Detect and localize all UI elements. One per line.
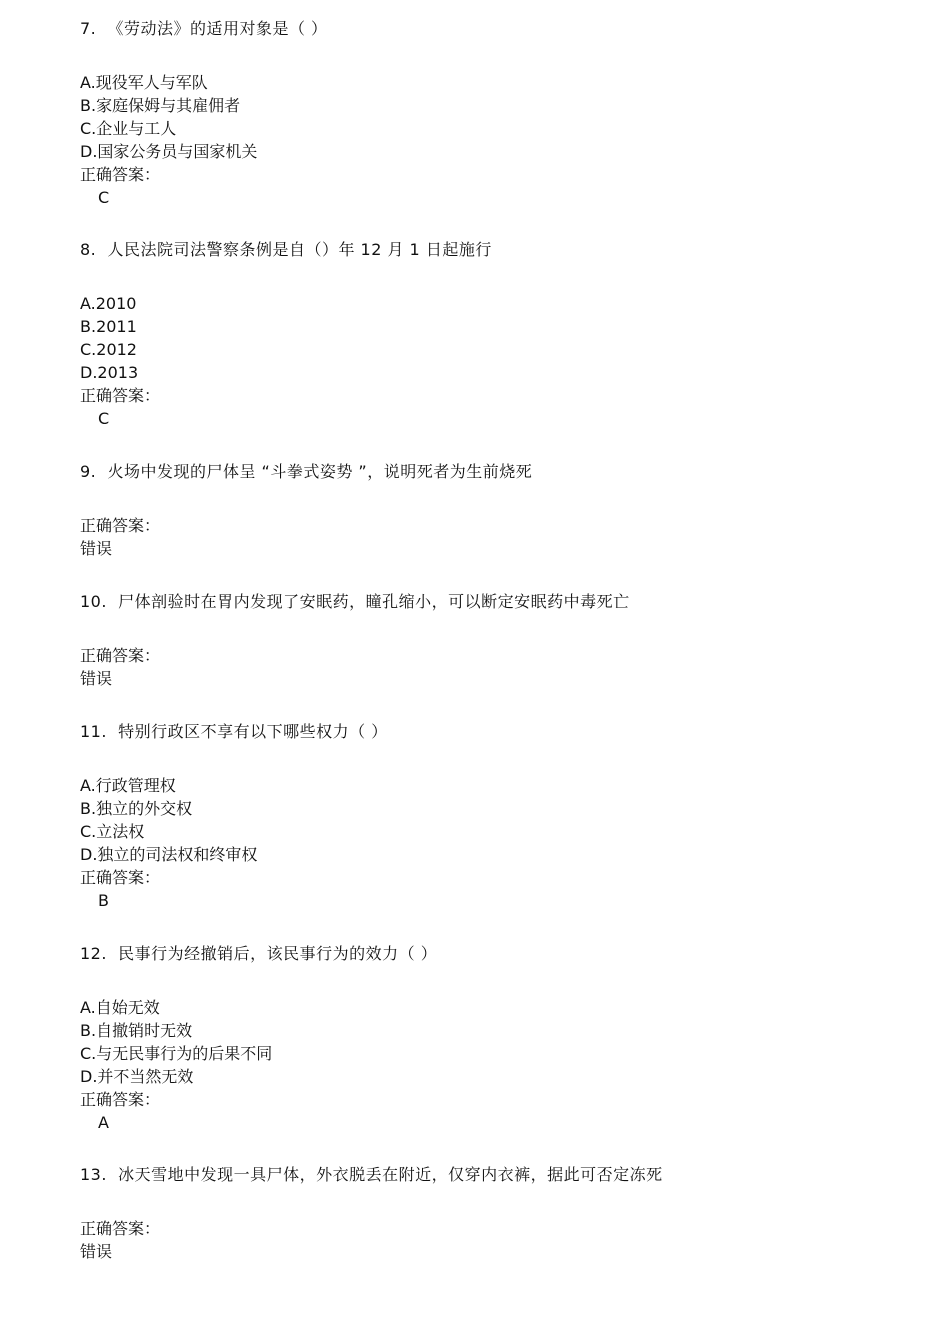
question-title: 12. 民事行为经撤销后，该民事行为的效力（ ） — [80, 944, 438, 963]
question-title: 8. 人民法院司法警察条例是自（）年 12 月 1 日起施行 — [80, 240, 492, 259]
answer-value: C — [98, 409, 110, 428]
option-b: B.家庭保姆与其雇佣者 — [80, 96, 241, 115]
option-b: B.2011 — [80, 317, 137, 336]
answer-label: 正确答案： — [80, 646, 161, 665]
question-title: 10. 尸体剖验时在胃内发现了安眠药，瞳孔缩小，可以断定安眠药中毒死亡 — [80, 592, 630, 611]
option-c: C.2012 — [80, 340, 137, 359]
question-8 — [80, 238, 920, 430]
answer-value: C — [98, 188, 110, 207]
answer-label: 正确答案： — [80, 165, 161, 184]
answer-label: 正确答案： — [80, 868, 161, 887]
question-title: 13. 冰天雪地中发现一具尸体，外衣脱丢在附近，仅穿内衣裤，据此可否定冻死 — [80, 1165, 663, 1184]
answer-label: 正确答案： — [80, 1090, 161, 1109]
question-10 — [80, 590, 920, 690]
question-11 — [80, 720, 920, 912]
option-d: D.2013 — [80, 363, 139, 382]
question-9 — [80, 460, 920, 560]
option-c: C.与无民事行为的后果不同 — [80, 1044, 273, 1063]
answer-label: 正确答案： — [80, 516, 161, 535]
question-title: 9. 火场中发现的尸体呈 “斗拳式姿势 ”，说明死者为生前烧死 — [80, 462, 533, 481]
option-b: B.自撤销时无效 — [80, 1021, 193, 1040]
option-c: C.企业与工人 — [80, 119, 177, 138]
question-13 — [80, 1163, 920, 1263]
option-d: D.独立的司法权和终审权 — [80, 845, 258, 864]
option-d: D.国家公务员与国家机关 — [80, 142, 258, 161]
option-a: A.行政管理权 — [80, 776, 176, 795]
answer-value: 错误 — [80, 669, 113, 688]
option-a: A.自始无效 — [80, 998, 160, 1017]
option-a: A.2010 — [80, 294, 137, 313]
answer-label: 正确答案： — [80, 386, 161, 405]
option-a: A.现役军人与军队 — [80, 73, 208, 92]
answer-value: 错误 — [80, 539, 113, 558]
option-b: B.独立的外交权 — [80, 799, 193, 818]
option-d: D.并不当然无效 — [80, 1067, 194, 1086]
answer-value: A — [98, 1113, 109, 1132]
answer-value: B — [98, 891, 109, 910]
option-c: C.立法权 — [80, 822, 145, 841]
question-title: 11. 特别行政区不享有以下哪些权力（ ） — [80, 722, 388, 741]
question-title: 7. 《劳动法》的适用对象是（ ） — [80, 19, 328, 38]
question-12 — [80, 942, 920, 1134]
question-7 — [80, 17, 920, 209]
answer-label: 正确答案： — [80, 1219, 161, 1238]
answer-value: 错误 — [80, 1242, 113, 1261]
